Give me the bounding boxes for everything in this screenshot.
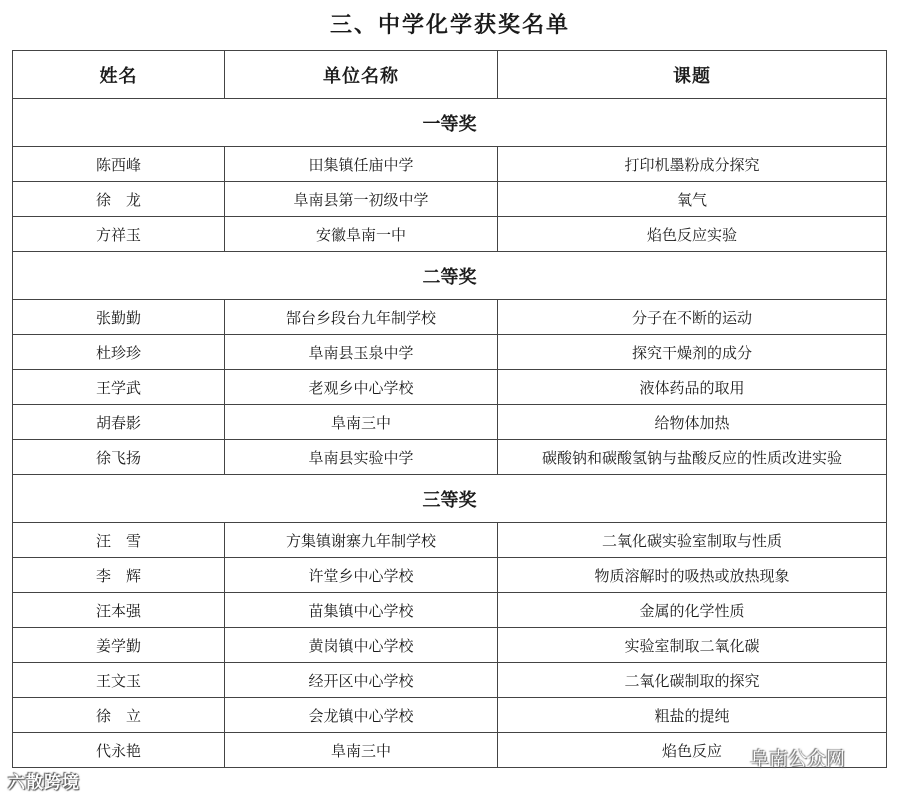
cell-name: 李 辉 bbox=[13, 558, 225, 593]
cell-unit: 苗集镇中心学校 bbox=[225, 593, 498, 628]
table-row bbox=[13, 558, 887, 593]
table-row bbox=[13, 300, 887, 335]
group-row-first-prize bbox=[13, 99, 887, 147]
cell-topic: 给物体加热 bbox=[498, 405, 887, 440]
table-row bbox=[13, 663, 887, 698]
cell-name: 徐 立 bbox=[13, 698, 225, 733]
cell-topic: 焰色反应 bbox=[498, 733, 887, 768]
cell-unit: 阜南县第一初级中学 bbox=[225, 182, 498, 217]
cell-topic: 粗盐的提纯 bbox=[498, 698, 887, 733]
column-header-unit: 单位名称 bbox=[225, 51, 498, 99]
group-row-second-prize bbox=[13, 252, 887, 300]
cell-topic: 氧气 bbox=[498, 182, 887, 217]
cell-name: 王学武 bbox=[13, 370, 225, 405]
cell-unit: 黄岗镇中心学校 bbox=[225, 628, 498, 663]
cell-name: 陈西峰 bbox=[13, 147, 225, 182]
cell-name: 代永艳 bbox=[13, 733, 225, 768]
cell-topic: 液体药品的取用 bbox=[498, 370, 887, 405]
table-header-row bbox=[13, 51, 887, 99]
table-row bbox=[13, 698, 887, 733]
cell-name: 汪本强 bbox=[13, 593, 225, 628]
cell-name: 徐飞扬 bbox=[13, 440, 225, 475]
cell-unit: 阜南三中 bbox=[225, 405, 498, 440]
watermark-left: 六散跨境 bbox=[8, 773, 80, 793]
cell-name: 张勤勤 bbox=[13, 300, 225, 335]
cell-unit: 阜南三中 bbox=[225, 733, 498, 768]
table-row bbox=[13, 182, 887, 217]
cell-unit: 阜南县实验中学 bbox=[225, 440, 498, 475]
cell-name: 汪 雪 bbox=[13, 523, 225, 558]
cell-unit: 会龙镇中心学校 bbox=[225, 698, 498, 733]
table-row bbox=[13, 335, 887, 370]
cell-unit: 郜台乡段台九年制学校 bbox=[225, 300, 498, 335]
cell-topic: 打印机墨粉成分探究 bbox=[498, 147, 887, 182]
cell-topic: 探究干燥剂的成分 bbox=[498, 335, 887, 370]
table-row bbox=[13, 593, 887, 628]
table-row bbox=[13, 628, 887, 663]
cell-topic: 金属的化学性质 bbox=[498, 593, 887, 628]
group-row-third-prize bbox=[13, 475, 887, 523]
table-row bbox=[13, 217, 887, 252]
cell-topic: 实验室制取二氧化碳 bbox=[498, 628, 887, 663]
watermark-right bbox=[722, 744, 845, 771]
cell-topic: 焰色反应实验 bbox=[498, 217, 887, 252]
watermark-right-text: 阜南公众网 bbox=[750, 748, 846, 770]
group-label: 三等奖 bbox=[13, 475, 887, 523]
cell-name: 方祥玉 bbox=[13, 217, 225, 252]
cell-unit: 安徽阜南一中 bbox=[225, 217, 498, 252]
table-row bbox=[13, 440, 887, 475]
cell-name: 王文玉 bbox=[13, 663, 225, 698]
table-row bbox=[13, 523, 887, 558]
cell-name: 杜珍珍 bbox=[13, 335, 225, 370]
cell-unit: 田集镇任庙中学 bbox=[225, 147, 498, 182]
column-header-topic: 课题 bbox=[498, 51, 887, 99]
cell-unit: 经开区中心学校 bbox=[225, 663, 498, 698]
column-header-name: 姓名 bbox=[13, 51, 225, 99]
cell-name: 徐 龙 bbox=[13, 182, 225, 217]
table-row bbox=[13, 147, 887, 182]
award-table bbox=[12, 50, 887, 768]
cell-topic: 二氧化碳实验室制取与性质 bbox=[498, 523, 887, 558]
cell-topic: 分子在不断的运动 bbox=[498, 300, 887, 335]
table-row bbox=[13, 405, 887, 440]
cell-unit: 老观乡中心学校 bbox=[225, 370, 498, 405]
page-title: 三、中学化学获奖名单 bbox=[329, 13, 570, 38]
table-row bbox=[13, 370, 887, 405]
group-label: 一等奖 bbox=[13, 99, 887, 147]
cell-unit: 许堂乡中心学校 bbox=[225, 558, 498, 593]
wechat-icon bbox=[722, 749, 744, 767]
cell-unit: 阜南县玉泉中学 bbox=[225, 335, 498, 370]
cell-topic: 物质溶解时的吸热或放热现象 bbox=[498, 558, 887, 593]
cell-topic: 碳酸钠和碳酸氢钠与盐酸反应的性质改进实验 bbox=[498, 440, 887, 475]
cell-unit: 方集镇谢寨九年制学校 bbox=[225, 523, 498, 558]
cell-name: 姜学勤 bbox=[13, 628, 225, 663]
group-label: 二等奖 bbox=[13, 252, 887, 300]
cell-topic: 二氧化碳制取的探究 bbox=[498, 663, 887, 698]
cell-name: 胡春影 bbox=[13, 405, 225, 440]
